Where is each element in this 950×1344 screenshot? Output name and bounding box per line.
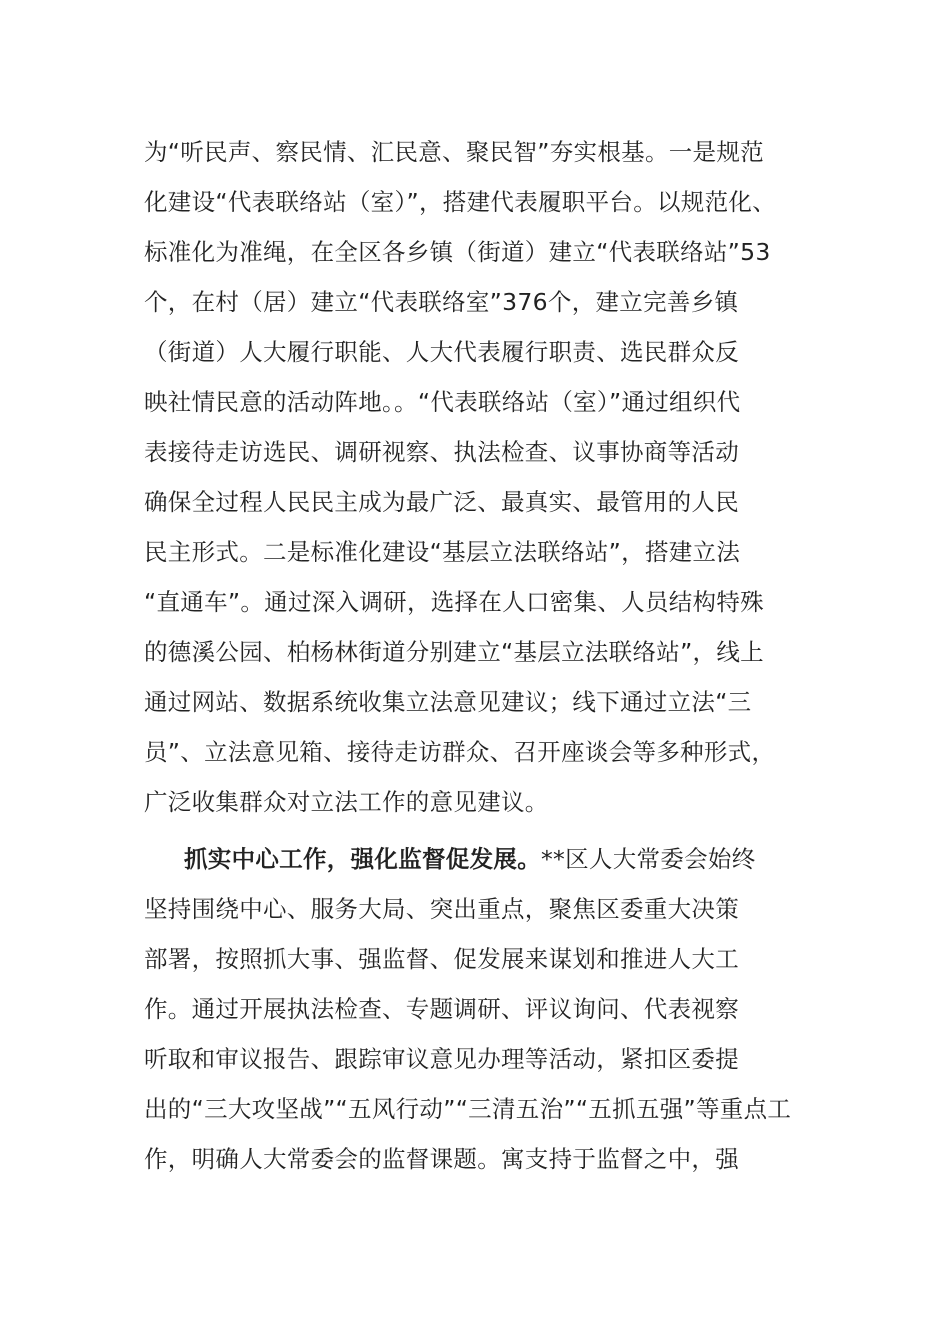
paragraph-line: 坚持围绕中心、服务大局、突出重点，聚焦区委重大决策 [144,895,739,923]
paragraph-line: 通过网站、数据系统收集立法意见建议；线下通过立法“三 [144,688,752,716]
paragraph-line: 的德溪公园、柏杨林街道分别建立“基层立法联络站”，线上 [144,638,764,666]
paragraph-line: 表接待走访选民、调研视察、执法检查、议事协商等活动 [144,438,739,466]
paragraph-line: 作。通过开展执法检查、专题调研、评议询问、代表视察 [144,995,739,1023]
paragraph-line: 为“听民声、察民情、汇民意、聚民智”夯实根基。一是规范 [144,138,764,166]
paragraph-representative-liaison [144,127,844,827]
paragraph-line: 部署，按照抓大事、强监督、促发展来谋划和推进人大工 [144,945,739,973]
paragraph-lead-text: **区人大常委会始终 [541,845,756,873]
paragraph-line: （街道）人大履行职能、人大代表履行职责、选民群众反 [144,338,739,366]
paragraph-line: “直通车”。通过深入调研，选择在人口密集、人员结构特殊 [144,588,764,616]
paragraph-line: 员”、立法意见箱、接待走访群众、召开座谈会等多种形式， [144,738,776,766]
paragraph-supervision [144,834,844,1184]
paragraph-line: 广泛收集群众对立法工作的意见建议。 [144,788,549,816]
paragraph-line: 个，在村（居）建立“代表联络室”376个，建立完善乡镇 [144,288,739,316]
paragraph-line: 作，明确人大常委会的监督课题。寓支持于监督之中，强 [144,1145,739,1173]
paragraph-line: 确保全过程人民民主成为最广泛、最真实、最管用的人民 [144,488,739,516]
paragraph-line: 映社情民意的活动阵地。。“代表联络站（室）”通过组织代 [144,388,741,416]
paragraph-line: 听取和审议报告、跟踪审议意见办理等活动，紧扣区委提 [144,1045,739,1073]
paragraph-heading: 抓实中心工作，强化监督促发展。 [184,845,541,873]
paragraph-first-line [144,834,844,884]
paragraph-line: 化建设“代表联络站（室）”，搭建代表履职平台。以规范化、 [144,188,776,216]
paragraph-line: 标准化为准绳，在全区各乡镇（街道）建立“代表联络站”53 [144,238,771,266]
paragraph-line: 出的“三大攻坚战”“五风行动”“三清五治”“五抓五强”等重点工 [144,1095,792,1123]
paragraph-line: 民主形式。二是标准化建设“基层立法联络站”，搭建立法 [144,538,741,566]
